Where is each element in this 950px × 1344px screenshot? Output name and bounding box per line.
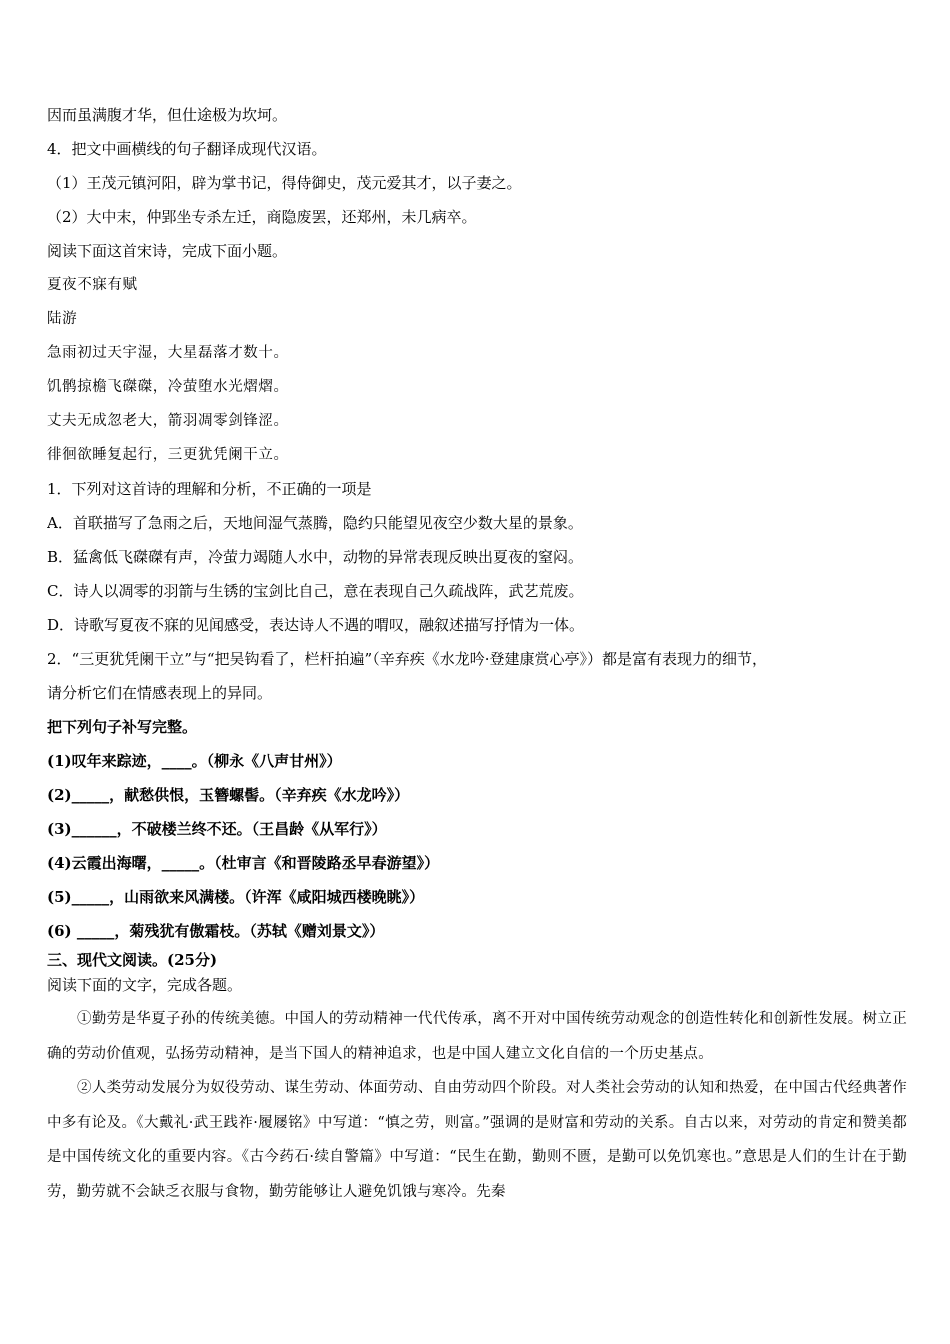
article-paragraph-1: ①勤劳是华夏子孙的传统美德。中国人的劳动精神一代代传承，离不开对中国传统劳动观念的创造性转化和创新性发展。树立正确的劳动价值观，弘扬劳动精神，是当下国人的精神追求，也是中国人建立文化自信的一个历史基点。: [47, 1011, 907, 1062]
translation-item-1: （1）王茂元镇河阳，辟为掌书记，得侍御史，茂元爱其才，以子妻之。: [47, 174, 522, 192]
option-a: A．首联描写了急雨之后，天地间湿气蒸腾，隐约只能望见夜空少数大星的景象。: [47, 514, 583, 532]
section-3-heading: 三、现代文阅读。(25分): [47, 951, 218, 969]
reading-instruction: 阅读下面这首宋诗，完成下面小题。: [47, 242, 288, 260]
question-4: 4．把文中画横线的句子翻译成现代汉语。: [47, 140, 327, 158]
poem-line: 饥鹘掠檐飞磔磔，冷萤堕水光熠熠。: [47, 379, 289, 395]
fill-item: (5)_____，山雨欲来风满楼。（许浑《咸阳城西楼晚眺》）: [47, 888, 425, 906]
article-paragraph-2: ②人类劳动发展分为奴役劳动、谋生劳动、体面劳动、自由劳动四个阶段。对人类社会劳动的认知和热爱，在中国古代经典著作中多有论及。《大戴礼·武王践祚·履屦铭》中写道：“慎之劳，则富。”强调的是财富和劳动的关系。自古以来，对劳动的肯定和赞美都是中国传统文化的重要内容。《古今药石·续自警篇》中写道：“民生在勤，勤则不匮，是勤可以免饥寒也。”意思是人们的生计在于勤劳，勤劳就不会缺乏衣服与食物，勤劳能够让人避免饥饿与寒冷。先秦: [47, 1080, 907, 1200]
option-b: B．猛禽低飞磔磔有声，冷萤力竭随人水中，动物的异常表现反映出夏夜的窒闷。: [47, 548, 584, 566]
question-2: 2．“三更犹凭阑干立”与“把吴钩看了，栏杆拍遍”（辛弃疾《水龙吟·登建康赏心亭》）都是富有表现力的细节，: [47, 650, 767, 668]
question-2-continued: 请分析它们在情感表现上的异同。: [47, 684, 273, 702]
translation-item-2: （2）大中末，仲郢坐专杀左迁，商隐废罢，还郑州，未几病卒。: [47, 208, 477, 226]
poem-line: 徘徊欲睡复起行，三更犹凭阑干立。: [47, 447, 289, 463]
poem-line: 丈夫无成忽老大，箭羽凋零剑锋涩。: [47, 413, 289, 429]
fill-heading: 把下列句子补写完整。: [47, 718, 198, 736]
document-page: [47, 98, 907, 1209]
poem-author: 陆游: [47, 311, 78, 327]
fill-item: (1)叹年来踪迹，____。（柳永《八声甘州》）: [47, 752, 342, 770]
section-3-intro: 阅读下面的文字，完成各题。: [47, 976, 243, 994]
fill-item: (4)云霞出海曙，_____。（杜审言《和晋陵路丞早春游望》）: [47, 854, 440, 872]
poem-title: 夏夜不寐有赋: [47, 277, 138, 293]
question-1: 1．下列对这首诗的理解和分析，不正确的一项是: [47, 480, 372, 498]
fill-item: (2)_____，献愁供恨，玉簪螺髻。（辛弃疾《水龙吟》）: [47, 786, 410, 804]
poem-line: 急雨初过天宇湿，大星磊落才数十。: [47, 345, 289, 361]
option-c: C．诗人以凋零的羽箭与生锈的宝剑比自己，意在表现自己久疏战阵，武艺荒废。: [47, 582, 584, 600]
text-line: 因而虽满腹才华，但仕途极为坎坷。: [47, 106, 288, 124]
fill-item: (3)______，不破楼兰终不还。（王昌龄《从军行》）: [47, 820, 387, 838]
option-d: D．诗歌写夏夜不寐的见闻感受，表达诗人不遇的喟叹，融叙述描写抒情为一体。: [47, 616, 585, 634]
fill-item: (6) _____，菊残犹有傲霜枝。（苏轼《赠刘景文》）: [47, 922, 385, 940]
